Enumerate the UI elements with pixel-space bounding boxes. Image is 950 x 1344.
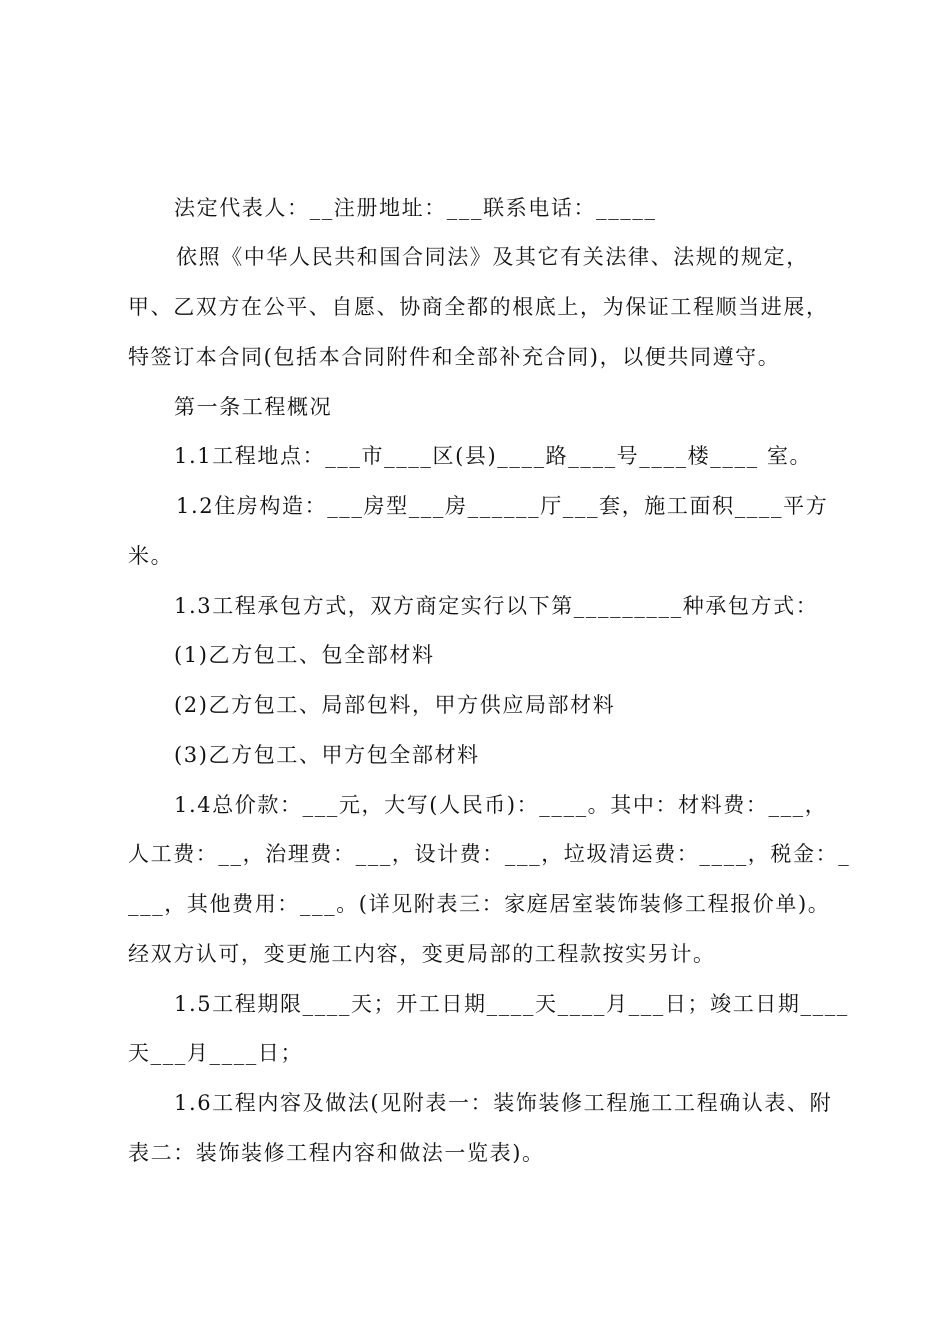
clause-1-4-line-4: 经双方认可，变更施工内容，变更局部的工程款按实另计。 — [128, 942, 716, 966]
clause-1-6-line-1: 1.6工程内容及做法(见附表一：装饰装修工程施工工程确认表、附 — [174, 1091, 833, 1115]
option-1: (1)乙方包工、包全部材料 — [174, 643, 435, 667]
clause-1-4-line-1: 1.4总价款：___元，大写(人民币)：____。其中：材料费：___， — [174, 793, 828, 817]
clause-1-3: 1.3工程承包方式，双方商定实行以下第_________种承包方式： — [174, 594, 819, 618]
preamble-line-3: 特签订本合同(包括本合同附件和全部补充合同)，以便共同遵守。 — [128, 345, 781, 369]
clause-1-2-line-2: 米。 — [128, 544, 174, 568]
clause-1-5-line-1: 1.5工程期限____天；开工日期____天____月___日；竣工日期____ — [174, 992, 849, 1016]
clause-1-5-line-2: 天___月____日； — [128, 1041, 304, 1065]
option-2: (2)乙方包工、局部包料，甲方供应局部材料 — [174, 693, 616, 717]
clause-1-2-line-1: 1.2住房构造：___房型___房______厅___套，施工面积____平方 — [176, 494, 829, 518]
section-heading: 第一条工程概况 — [174, 395, 333, 419]
clause-1-6-line-2: 表二：装饰装修工程内容和做法一览表)。 — [128, 1141, 545, 1165]
clause-1-4-line-2: 人工费：__，治理费：___，设计费：___，垃圾清运费：____，税金：_ — [128, 842, 851, 866]
preamble-line-2: 甲、乙双方在公平、自愿、协商全都的根底上，为保证工程顺当进展， — [128, 295, 829, 319]
clause-1-4-line-3: ___，其他费用：___。(详见附表三：家庭居室装饰装修工程报价单)。 — [128, 892, 831, 916]
preamble-line-1: 依照《中华人民共和国合同法》及其它有关法律、法规的规定， — [176, 245, 809, 269]
legal-rep-line: 法定代表人：__注册地址：___联系电话：_____ — [174, 196, 657, 220]
option-3: (3)乙方包工、甲方包全部材料 — [174, 743, 480, 767]
clause-1-1: 1.1工程地点：___市____区(县)____路____号____楼____ 室。 — [174, 444, 813, 468]
